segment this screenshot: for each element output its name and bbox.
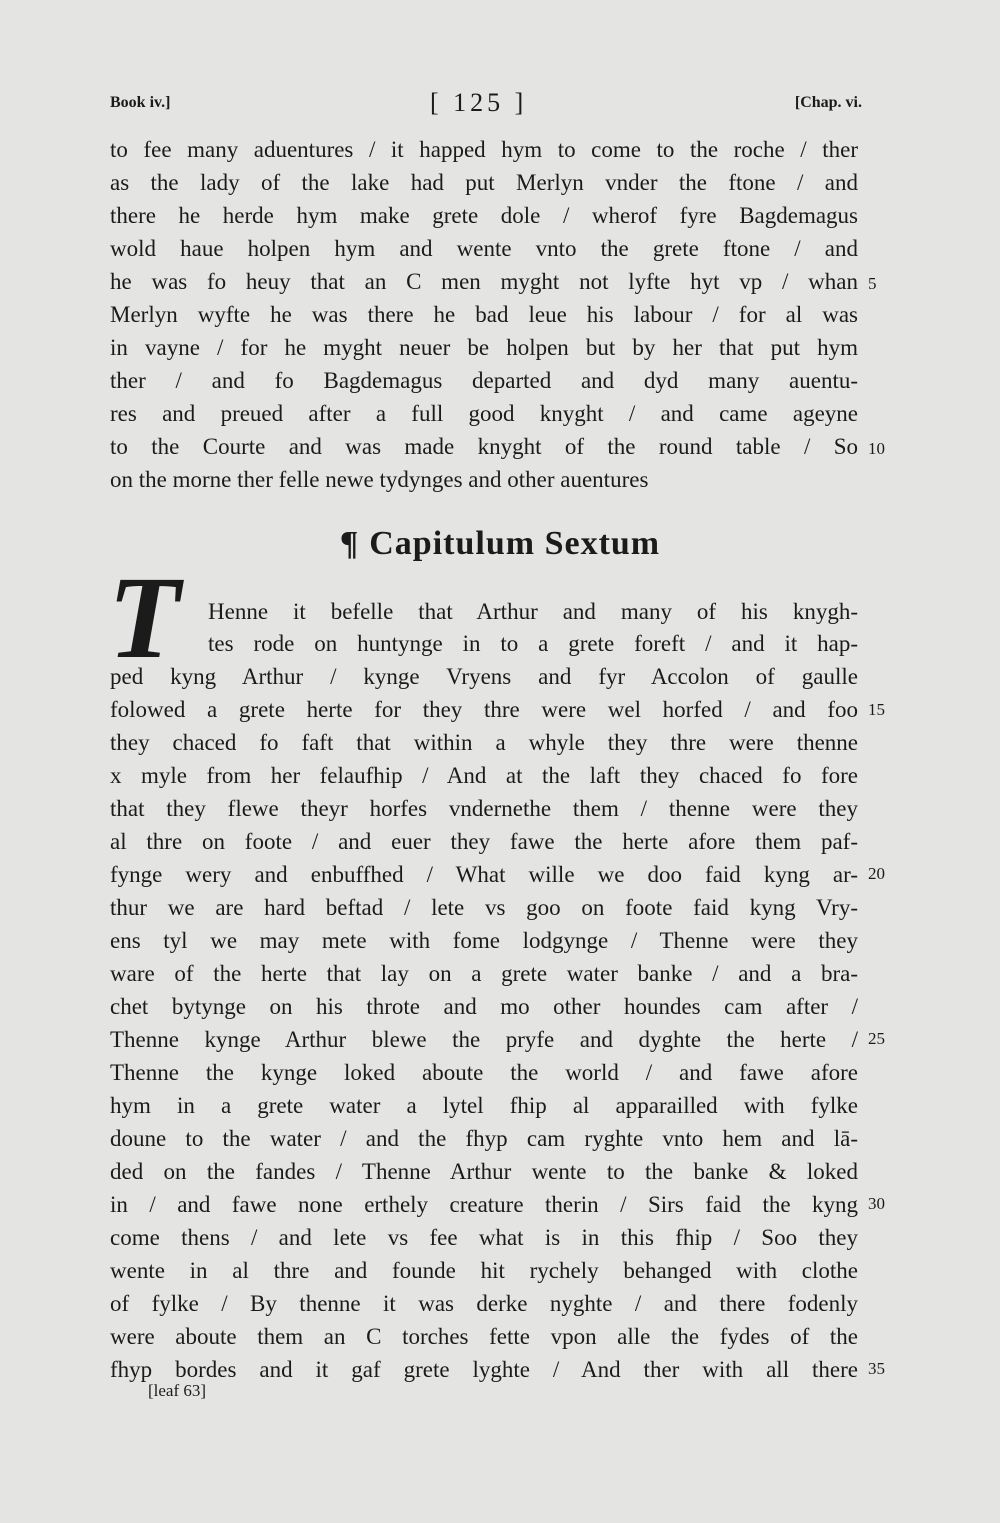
text-line: hym in a grete water a lytel fhip al apparailled with fylke — [110, 1093, 858, 1118]
text-line: Henne it befelle that Arthur and many of his knygh- — [208, 599, 858, 624]
text-line: to the Courte and was made knyght of the round table / So — [110, 434, 858, 459]
text-line: that they flewe theyr horfes vndernethe them / thenne were they — [110, 796, 858, 821]
text-line: ware of the herte that lay on a grete water banke / and a bra- — [110, 961, 858, 986]
text-line: fynge wery and enbuffhed / What wille we doo faid kyng ar- — [110, 862, 858, 887]
chapter-reference: [Chap. vi. — [794, 94, 862, 111]
text-line: ens tyl we may mete with fome lodgynge / Thenne were they — [110, 928, 858, 953]
text-line: Thenne kynge Arthur blewe the pryfe and dyghte the herte / — [110, 1027, 858, 1052]
text-line: ded on the fandes / Thenne Arthur wente to the banke & loked — [110, 1159, 858, 1184]
text-line: there he herde hym make grete dole / wherof fyre Bagdemagus — [110, 203, 858, 228]
line-number: 15 — [868, 700, 885, 719]
text-line: ped kyng Arthur / kynge Vryens and fyr Accolon of gaulle — [110, 664, 858, 689]
running-header — [110, 88, 862, 118]
line-number: 35 — [868, 1359, 885, 1378]
text-line: chet bytynge on his throte and mo other houndes cam after / — [110, 994, 858, 1019]
text-line: in / and fawe none erthely creature therin / Sirs faid the kyng — [110, 1192, 858, 1217]
text-line: thur we are hard beftad / lete vs goo on foote faid kyng Vry- — [110, 895, 858, 920]
line-number: 25 — [868, 1029, 885, 1048]
text-line: of fylke / By thenne it was derke nyghte / and there fodenly — [110, 1291, 858, 1316]
text-line: doune to the water / and the fhyp cam ryghte vnto hem and lā- — [110, 1126, 858, 1151]
text-line: res and preued after a full good knyght / and came ageyne — [110, 401, 858, 426]
text-line: Thenne the kynge loked aboute the world / and fawe afore — [110, 1060, 858, 1085]
text-line: were aboute them an C torches fette vpon alle the fydes of the — [110, 1324, 858, 1349]
line-number: 30 — [868, 1194, 885, 1213]
line-number: 5 — [868, 274, 877, 293]
text-line: x myle from her felaufhip / And at the laft they chaced fo fore — [110, 763, 858, 788]
text-line: on the morne ther felle newe tydynges and other auentures — [110, 467, 649, 492]
text-line: they chaced fo faft that within a whyle they thre were thenne — [110, 730, 858, 755]
drop-cap: T — [108, 552, 181, 683]
text-line: Merlyn wyfte he was there he bad leue his labour / for al was — [110, 302, 858, 327]
line-number: 20 — [868, 864, 885, 883]
text-line: as the lady of the lake had put Merlyn vnder the ftone / and — [110, 170, 858, 195]
text-line: folowed a grete herte for they thre were wel horfed / and foo — [110, 697, 858, 722]
leaf-reference: [leaf 63] — [148, 1381, 207, 1400]
book-reference: Book iv.] — [110, 94, 171, 111]
text-line: ther / and fo Bagdemagus departed and dyd many auentu- — [110, 368, 858, 393]
text-line: come thens / and lete vs fee what is in this fhip / Soo they — [110, 1225, 858, 1250]
text-line: to fee many aduentures / it happed hym to come to the roche / ther — [110, 137, 858, 162]
text-line: fhyp bordes and it gaf grete lyghte / And ther with all there — [110, 1357, 858, 1382]
text-line: in vayne / for he myght neuer be holpen but by her that put hym — [110, 335, 858, 360]
text-line: wente in al thre and founde hit rychely behanged with clothe — [110, 1258, 858, 1283]
text-line: he was fo heuy that an C men myght not lyfte hyt vp / whan — [110, 269, 858, 294]
text-line: tes rode on huntynge in to a grete foreft / and it hap- — [208, 631, 858, 656]
paragraph-mark: ¶ — [339, 525, 360, 562]
line-number: 10 — [868, 439, 885, 458]
text-line: wold haue holpen hym and wente vnto the grete ftone / and — [110, 236, 858, 261]
chapter-title: Capitulum Sextum — [369, 525, 661, 562]
page-number: [ 125 ] — [430, 88, 528, 117]
text-line: al thre on foote / and euer they fawe the herte afore them paf- — [110, 829, 858, 854]
